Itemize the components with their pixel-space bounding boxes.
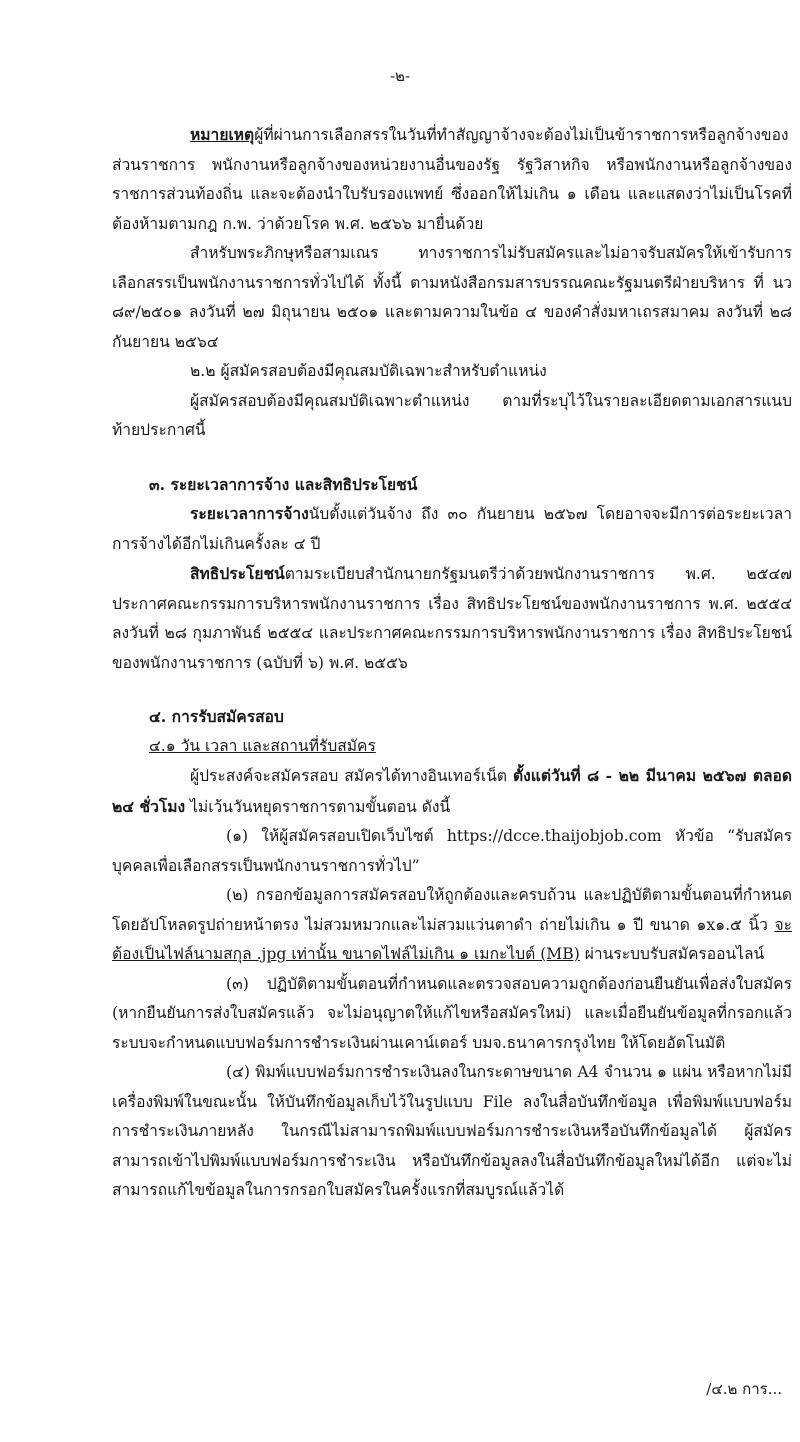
section-2-2-text: ผู้สมัครสอบต้องมีคุณสมบัติเฉพาะตำแหน่ง ตามที่ระบุไว้ในรายละเอียดตามเอกสารแนบท้ายประกาศนี้	[112, 391, 792, 439]
step-2-text: (๒) กรอกข้อมูลการสมัครสอบให้ถูกต้องและครบถ้วน และปฏิบัติตามขั้นตอนที่กำหนด โดยอัปโหลดรูปถ่ายหน้าตรง ไม่สวมหมวกและไม่สวมแว่นตาดำ ถ่ายไม่เกิน ๑ ปี ขนาด ๑x๑.๕ นิ้ว	[112, 886, 792, 934]
note-label: หมายเหตุ	[190, 125, 255, 144]
monk-paragraph: สำหรับพระภิกษุหรือสามเณร ทางราชการไม่รับสมัครและไม่อาจรับสมัครให้เข้ารับการเลือกสรรเป็นพนักงานราชการทั่วไปได้ ทั้งนี้ ตามหนังสือกรมสารบรรณคณะรัฐมนตรีฝ่ายบริหาร ที่ นว ๘๙/๒๕๐๑ ลงวันที่ ๒๗ มิถุนายน ๒๕๐๑ และตามความในข้อ ๔ ของคำสั่งมหาเถรสมาคม ลงวันที่ ๒๘ กันยายน ๒๕๖๔	[112, 244, 792, 351]
page-number: -๒-	[389, 67, 411, 85]
application-period: ตั้งแต่วันที่ ๘ - ๒๒ มีนาคม ๒๕๖๗ ตลอด ๒๔ ชั่วโมง	[112, 766, 792, 816]
note-paragraph	[112, 120, 792, 239]
step-2-post: ผ่านระบบรับสมัครออนไลน์	[579, 945, 765, 963]
benefits-label: สิทธิประโยชน์	[190, 564, 285, 583]
document-body	[112, 120, 792, 1206]
next-page-reference: /๔.๒ การ...	[706, 1380, 782, 1398]
employment-period-text: นับตั้งแต่วันจ้าง ถึง ๓๐ กันยายน ๒๕๖๗ โดยอาจจะมีการต่อระยะเวลาการจ้างได้อีกไม่เกินครั้งละ ๔ ปี	[112, 505, 792, 553]
employment-period-paragraph	[112, 499, 792, 559]
note-text: ผู้ที่ผ่านการเลือกสรรในวันที่ทำสัญญาจ้างจะต้องไม่เป็นข้าราชการหรือลูกจ้างของส่วนราชการ พนักงานหรือลูกจ้างของหน่วยงานอื่นของรัฐ รัฐวิสาหกิจ หรือพนักงานหรือลูกจ้างของราชการส่วนท้องถิ่น และจะต้องนำใบรับรองแพทย์ ซึ่งออกให้ไม่เกิน ๑ เดือน และแสดงว่าไม่เป็นโรคที่ต้องห้ามตามกฎ ก.พ. ว่าด้วยโรค พ.ศ. ๒๕๖๖ มายื่นด้วย	[112, 126, 792, 233]
benefits-text: ตามระเบียบสำนักนายกรัฐมนตรีว่าด้วยพนักงานราชการ พ.ศ. ๒๕๔๗ ประกาศคณะกรรมการบริหารพนักงานราชการ เรื่อง สิทธิประโยชน์ของพนักงานราชการ พ.ศ. ๒๕๕๔ ลงวันที่ ๒๘ กุมภาพันธ์ ๒๕๕๔ และประกาศคณะกรรมการบริหารพนักงานราชการ เรื่อง สิทธิประโยชน์ของพนักงานราชการ (ฉบับที่ ๖) พ.ศ. ๒๕๕๖	[112, 565, 792, 672]
step-4: (๔) พิมพ์แบบฟอร์มการชำระเงินลงในกระดาษขนาด A4 จำนวน ๑ แผ่น หรือหากไม่มีเครื่องพิมพ์ในขณะนั้น ให้บันทึกข้อมูลเก็บไว้ในรูปแบบ File ลงในสื่อบันทึกข้อมูล เพื่อพิมพ์แบบฟอร์มการชำระเงินภายหลัง ในกรณีไม่สามารถพิมพ์แบบฟอร์มการชำระเงินหรือบันทึกข้อมูลได้ ผู้สมัครสามารถเข้าไปพิมพ์แบบฟอร์มการชำระเงิน หรือบันทึกข้อมูลลงในสื่อบันทึกข้อมูลใหม่ได้อีก แต่จะไม่สามารถแก้ไขข้อมูลในการกรอกใบสมัครในครั้งแรกที่สมบูรณ์แล้วได้	[112, 1063, 792, 1199]
application-intro	[112, 761, 792, 822]
employment-period-label: ระยะเวลาการจ้าง	[190, 504, 309, 523]
intro-pre: ผู้ประสงค์จะสมัครสอบ สมัครได้ทางอินเทอร์เน็ต	[190, 767, 514, 785]
intro-post: ไม่เว้นวันหยุดราชการตามขั้นตอน ดังนี้	[185, 797, 451, 816]
section-4-1-heading	[112, 732, 792, 762]
step-2	[112, 881, 792, 970]
section-4-heading: ๔. การรับสมัครสอบ	[149, 707, 284, 726]
step-1: (๑) ให้ผู้สมัครสอบเปิดเว็บไซต์ https://dcce.thaijobjob.com หัวข้อ “รับสมัครบุคคลเพื่อเลือกสรรเป็นพนักงานราชการทั่วไป”	[112, 827, 792, 875]
section-2-2-heading: ๒.๒ ผู้สมัครสอบต้องมีคุณสมบัติเฉพาะสำหรับตำแหน่ง	[190, 362, 547, 380]
section-4-1-title: ๔.๑ วัน เวลา และสถานที่รับสมัคร	[149, 736, 376, 755]
file-requirement: จะต้องเป็นไฟล์นามสกุล .jpg เท่านั้น ขนาดไฟล์ไม่เกิน ๑ เมกะไบต์ (MB)	[112, 915, 792, 963]
step-3: (๓) ปฏิบัติตามขั้นตอนที่กำหนดและตรวจสอบความถูกต้องก่อนยืนยันเพื่อส่งใบสมัคร (หากยืนยันการส่งใบสมัครแล้ว จะไม่อนุญาตให้แก้ไขหรือสมัครใหม่) และเมื่อยืนยันข้อมูลที่กรอกแล้ว ระบบจะกำหนดแบบฟอร์มการชำระเงินผ่านเคาน์เตอร์ บมจ.ธนาคารกรุงไทย ให้โดยอัตโนมัติ	[112, 974, 792, 1052]
section-3-heading: ๓. ระยะเวลาการจ้าง และสิทธิประโยชน์	[149, 474, 418, 494]
benefits-paragraph	[112, 559, 792, 678]
